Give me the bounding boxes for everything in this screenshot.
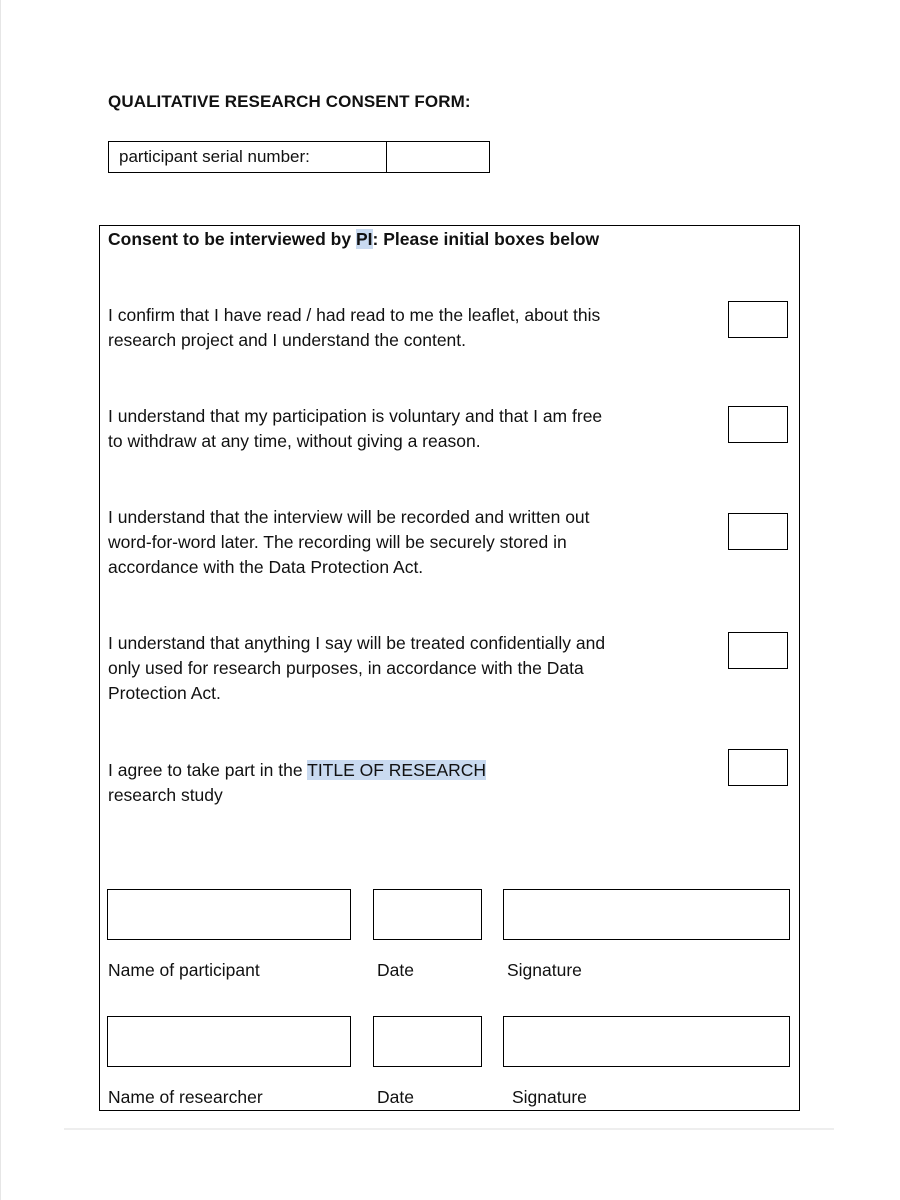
statement-line: only used for research purposes, in accordance with the Data: [108, 658, 584, 678]
page-edge: [0, 0, 1, 1200]
statement-confidential: [108, 631, 688, 706]
serial-number-label: participant serial number:: [109, 142, 387, 172]
statement-agree: [108, 758, 688, 808]
participant-name-label: Name of participant: [108, 960, 260, 980]
initial-box-agree[interactable]: [728, 749, 788, 786]
participant-name-field[interactable]: [107, 889, 351, 940]
researcher-signature-label: Signature: [512, 1087, 587, 1107]
statement-line: I understand that the interview will be recorded and written out: [108, 507, 590, 527]
consent-heading-pi-highlight: PI: [355, 229, 373, 249]
statement-line: word-for-word later. The recording will be securely stored in: [108, 532, 567, 552]
researcher-signature-field[interactable]: [503, 1016, 790, 1067]
consent-heading-prefix: Consent to be interviewed by: [108, 229, 356, 249]
researcher-date-field[interactable]: [373, 1016, 482, 1067]
statement-agree-line1: [108, 758, 688, 783]
statement-line: I understand that anything I say will be treated confidentially and: [108, 633, 606, 653]
participant-signature-field[interactable]: [503, 889, 790, 940]
initial-box-recorded[interactable]: [728, 513, 788, 550]
statement-recorded: [108, 505, 688, 580]
statement-line: I confirm that I have read / had read to me the leaflet, about this: [108, 305, 601, 325]
initial-box-confidential[interactable]: [728, 632, 788, 669]
researcher-name-label: Name of researcher: [108, 1087, 263, 1107]
consent-heading-suffix: : Please initial boxes below: [372, 229, 600, 249]
statement-line: to withdraw at any time, without giving a reason.: [108, 431, 481, 451]
agree-prefix: I agree to take part in the: [108, 760, 308, 780]
researcher-date-label: Date: [377, 1087, 414, 1107]
participant-date-label: Date: [377, 960, 414, 980]
form-title: QUALITATIVE RESEARCH CONSENT FORM:: [108, 92, 471, 111]
statement-read-leaflet: [108, 303, 688, 353]
initial-box-voluntary[interactable]: [728, 406, 788, 443]
research-title-highlight: TITLE OF RESEARCH: [307, 760, 487, 780]
statement-line: Protection Act.: [108, 683, 221, 703]
serial-number-table: [108, 141, 490, 173]
statement-line: accordance with the Data Protection Act.: [108, 557, 424, 577]
participant-signature-label: Signature: [507, 960, 582, 980]
statement-agree-line2: research study: [108, 785, 223, 805]
researcher-name-field[interactable]: [107, 1016, 351, 1067]
initial-box-read-leaflet[interactable]: [728, 301, 788, 338]
participant-date-field[interactable]: [373, 889, 482, 940]
statement-line: I understand that my participation is voluntary and that I am free: [108, 406, 603, 426]
statement-voluntary: [108, 404, 688, 454]
consent-heading: [108, 229, 599, 250]
page-bottom-divider: [64, 1128, 834, 1130]
serial-number-input[interactable]: [387, 142, 489, 172]
statement-line: research project and I understand the content.: [108, 330, 467, 350]
